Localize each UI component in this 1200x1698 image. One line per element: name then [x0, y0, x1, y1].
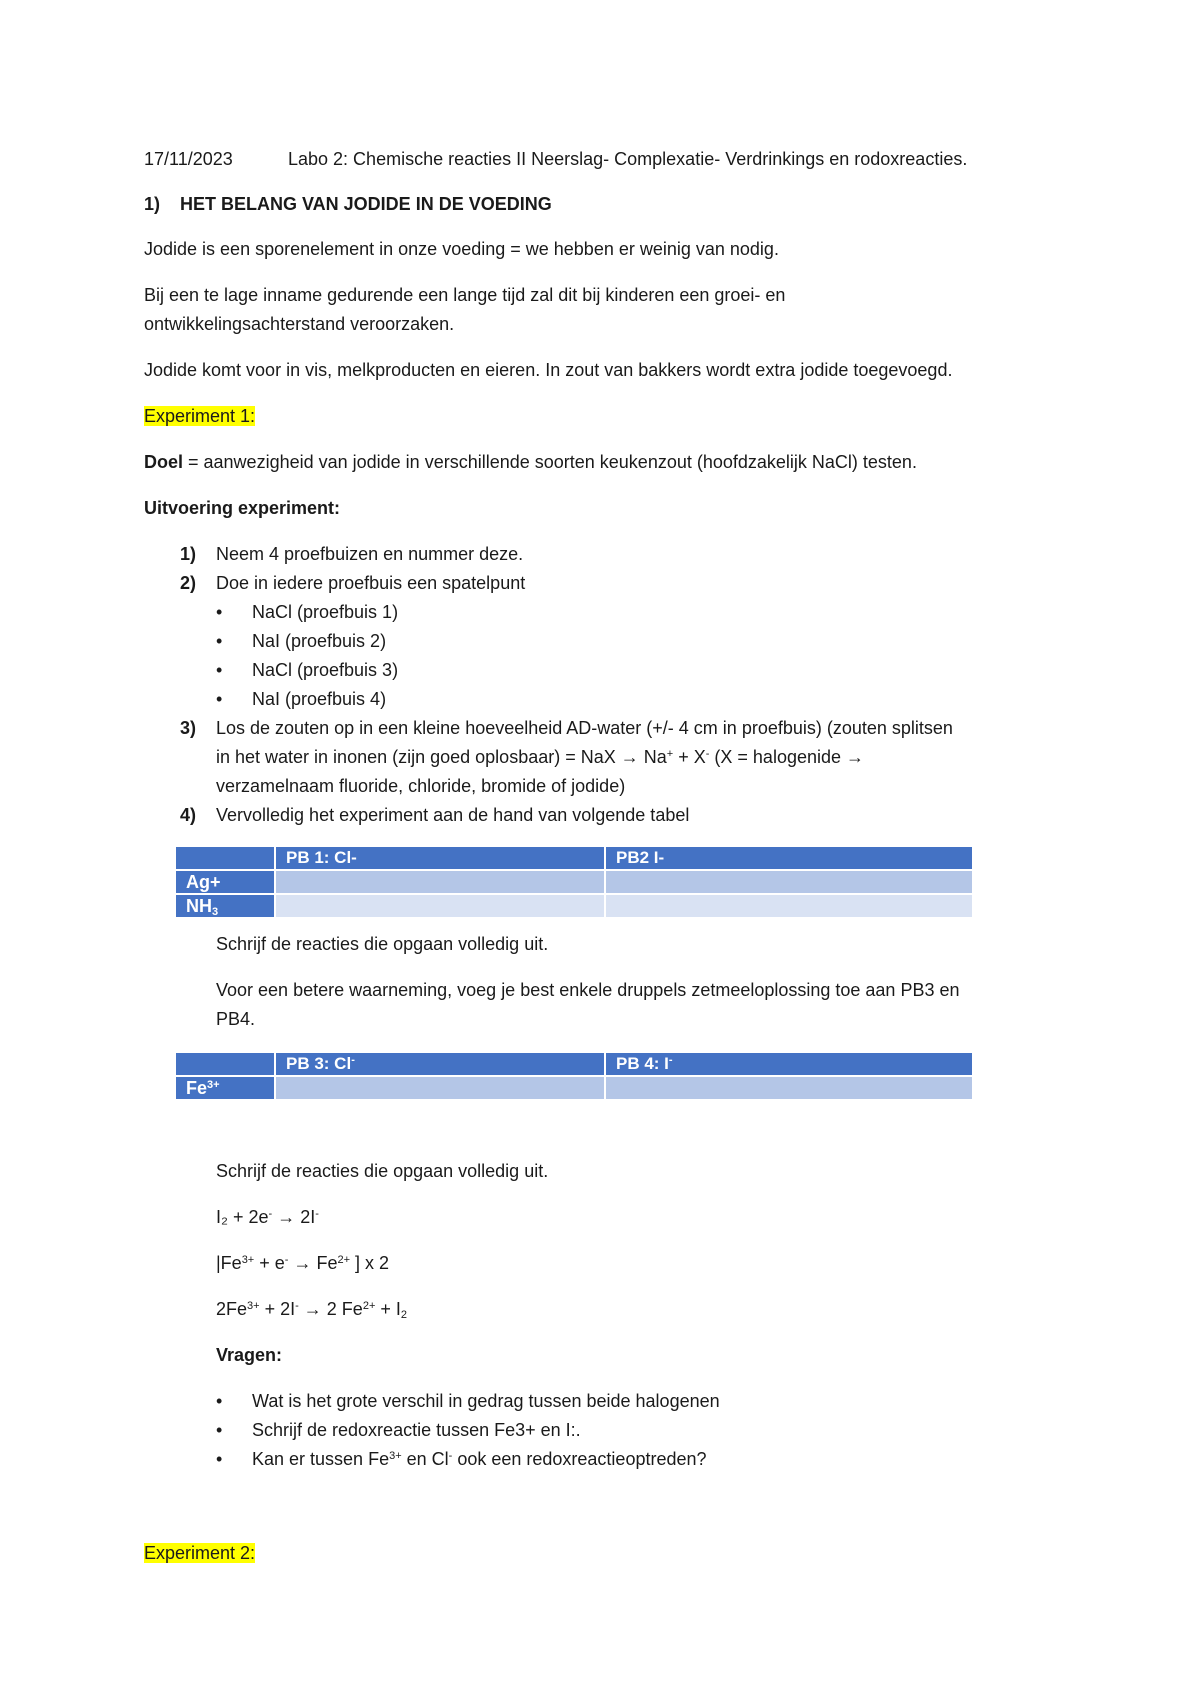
header-sup: -: [351, 1054, 355, 1066]
paragraph-2-line-2: ontwikkelingsachterstand veroorzaken.: [144, 314, 455, 334]
step-text: Vervolledig het experiment aan de hand van volgende tabel: [216, 805, 690, 825]
eq-part: Fe: [311, 1253, 338, 1273]
table-header-cell: PB2 I-: [605, 846, 973, 870]
arrow-icon: →: [303, 1299, 322, 1319]
step-4: [180, 804, 689, 826]
eq-sup: 2+: [362, 1300, 376, 1312]
table-header-cell: [605, 1052, 973, 1076]
header-sup: -: [668, 1054, 673, 1066]
row-label: Ag+: [175, 870, 275, 894]
bullet-icon: •: [216, 1449, 223, 1469]
question-text: Wat is het grote verschil in gedrag tussen beide halogenen: [252, 1391, 720, 1411]
eq-sup: 3+: [389, 1450, 402, 1462]
row-label-sup: 3+: [207, 1078, 220, 1091]
experiment-1-label: [144, 405, 255, 427]
bullet-icon: •: [216, 689, 223, 709]
eq-sup: 2+: [337, 1254, 351, 1266]
table-2: [174, 1051, 974, 1101]
paragraph-1: Jodide is een sporenelement in onze voeding = we hebben er weinig van nodig.: [144, 239, 779, 259]
row-label-sub: 3: [212, 905, 219, 918]
charge-sup: -: [705, 748, 710, 760]
experiment-2-label: [144, 1542, 255, 1564]
step-3-line-1: [180, 717, 953, 739]
step-3-text-c: + X: [673, 747, 706, 767]
bullet-item: [216, 659, 398, 681]
table-cell: [605, 1076, 973, 1100]
question-item: [216, 1419, 581, 1441]
eq-sup: -: [315, 1208, 319, 1220]
step-3-text-d: (X = halogenide: [709, 747, 847, 767]
table-cell: [275, 870, 605, 894]
table-cell: [605, 870, 973, 894]
arrow-icon: →: [846, 747, 865, 767]
doel-line: [144, 451, 917, 473]
question-text: ook een redoxreactieoptreden?: [452, 1449, 707, 1469]
table-cell: [275, 1076, 605, 1100]
eq-sub: 2: [400, 1309, 408, 1321]
document-date: 17/11/2023: [144, 149, 233, 169]
bullet-item: [216, 688, 386, 710]
arrow-icon: →: [293, 1253, 312, 1273]
header-base: PB 4: I: [616, 1054, 669, 1073]
step-text: Los de zouten op in een kleine hoeveelheid AD-water (+/- 4 cm in proefbuis) (zouten splitsen: [216, 718, 953, 738]
table-cell: [605, 894, 973, 918]
paragraph-2-line-1: Bij een te lage inname gedurende een lange tijd zal dit bij kinderen een groei- en: [144, 285, 786, 305]
step-3-text-a: in het water in inonen (zijn goed oplosbaar) = NaX: [216, 747, 621, 767]
eq-part: ] x 2: [350, 1253, 390, 1273]
question-text: Kan er tussen Fe: [252, 1449, 390, 1469]
eq-part: 2 Fe: [321, 1299, 363, 1319]
step-3-line-2: [216, 746, 864, 768]
step-3-text-b: Na: [638, 747, 667, 767]
table-1: [174, 845, 974, 919]
step-text: Neem 4 proefbuizen en nummer deze.: [216, 544, 524, 564]
document-title: Labo 2: Chemische reacties II Neerslag- Complexatie- Verdrinkings en rodoxreacties.: [288, 149, 968, 169]
arrow-icon: →: [277, 1207, 296, 1227]
question-item: [216, 1448, 707, 1470]
uitvoering-label: Uitvoering experiment:: [144, 498, 341, 518]
header-base: PB 3: Cl: [286, 1054, 352, 1073]
bullet-text: NaCl (proefbuis 1): [252, 602, 399, 622]
table-header-row: [175, 846, 973, 870]
table-header-cell: [275, 1052, 605, 1076]
step-2: [180, 572, 525, 594]
step-text: Doe in iedere proefbuis een spatelpunt: [216, 573, 526, 593]
eq-part: + I: [375, 1299, 401, 1319]
bullet-icon: •: [216, 1420, 223, 1440]
eq-sup: -: [284, 1254, 289, 1266]
bullet-text: NaCl (proefbuis 3): [252, 660, 399, 680]
eq-sup: -: [268, 1208, 273, 1220]
eq-part: 2Fe: [216, 1299, 248, 1319]
table-row: [175, 894, 973, 918]
table-header-cell: [175, 846, 275, 870]
section-number: 1): [144, 194, 161, 214]
bullet-icon: •: [216, 631, 223, 651]
row-label: [175, 1076, 275, 1100]
bullet-item: [216, 630, 386, 652]
table-header-cell: PB 1: Cl-: [275, 846, 605, 870]
table-row: [175, 870, 973, 894]
step-number: 2): [180, 573, 197, 593]
experiment-1-highlight: Experiment 1:: [144, 406, 256, 426]
question-text: en Cl: [401, 1449, 449, 1469]
row-label-base: Fe: [186, 1077, 208, 1098]
eq-part: + 2I: [259, 1299, 296, 1319]
vragen-label: Vragen:: [216, 1345, 283, 1365]
experiment-2-highlight: Experiment 2:: [144, 1543, 256, 1563]
eq-part: 2I: [295, 1207, 316, 1227]
instruction-text: Schrijf de reacties die opgaan volledig uit.: [216, 1161, 549, 1181]
arrow-icon: →: [620, 747, 639, 767]
doel-label: Doel: [144, 452, 184, 472]
question-text: Schrijf de redoxreactie tussen Fe3+ en I:.: [252, 1420, 581, 1440]
step-number: 1): [180, 544, 197, 564]
row-label-base: NH: [186, 895, 212, 916]
question-item: [216, 1390, 720, 1412]
bullet-text: NaI (proefbuis 2): [252, 631, 387, 651]
bullet-item: [216, 601, 398, 623]
bullet-icon: •: [216, 602, 223, 622]
eq-sup: 3+: [247, 1300, 260, 1312]
charge-sup: +: [666, 748, 674, 760]
equation-2: [216, 1252, 389, 1274]
table-header-cell: [175, 1052, 275, 1076]
table-row: [175, 1076, 973, 1100]
paragraph-3: Jodide komt voor in vis, melkproducten en eieren. In zout van bakkers wordt extra jodide toegevoegd.: [144, 360, 953, 380]
equation-3: [216, 1298, 407, 1320]
waarneming-line-1: Voor een betere waarneming, voeg je best enkele druppels zetmeeloplossing toe aan PB3 en: [216, 980, 960, 1000]
doel-text: = aanwezigheid van jodide in verschillende soorten keukenzout (hoofdzakelijk NaCl) testen.: [183, 452, 917, 472]
equation-1: [216, 1206, 319, 1228]
step-number: 3): [180, 718, 197, 738]
eq-sup: -: [295, 1300, 299, 1312]
bullet-text: NaI (proefbuis 4): [252, 689, 387, 709]
section-title: HET BELANG VAN JODIDE IN DE VOEDING: [180, 194, 552, 214]
row-label: [175, 894, 275, 918]
bullet-icon: •: [216, 1391, 223, 1411]
waarneming-line-2: PB4.: [216, 1009, 256, 1029]
table-header-row: [175, 1052, 973, 1076]
step-3-line-3: verzamelnaam fluoride, chloride, bromide of jodide): [216, 776, 626, 796]
eq-part: + e: [254, 1253, 285, 1273]
step-number: 4): [180, 805, 197, 825]
instruction-text: Schrijf de reacties die opgaan volledig uit.: [216, 934, 549, 954]
eq-part: I₂ + 2e: [216, 1207, 269, 1227]
eq-sup: -: [448, 1450, 453, 1462]
eq-sup: 3+: [241, 1254, 255, 1266]
step-1: [180, 543, 523, 565]
bullet-icon: •: [216, 660, 223, 680]
table-cell: [275, 894, 605, 918]
section-heading: [144, 193, 552, 215]
eq-part: |Fe: [216, 1253, 242, 1273]
